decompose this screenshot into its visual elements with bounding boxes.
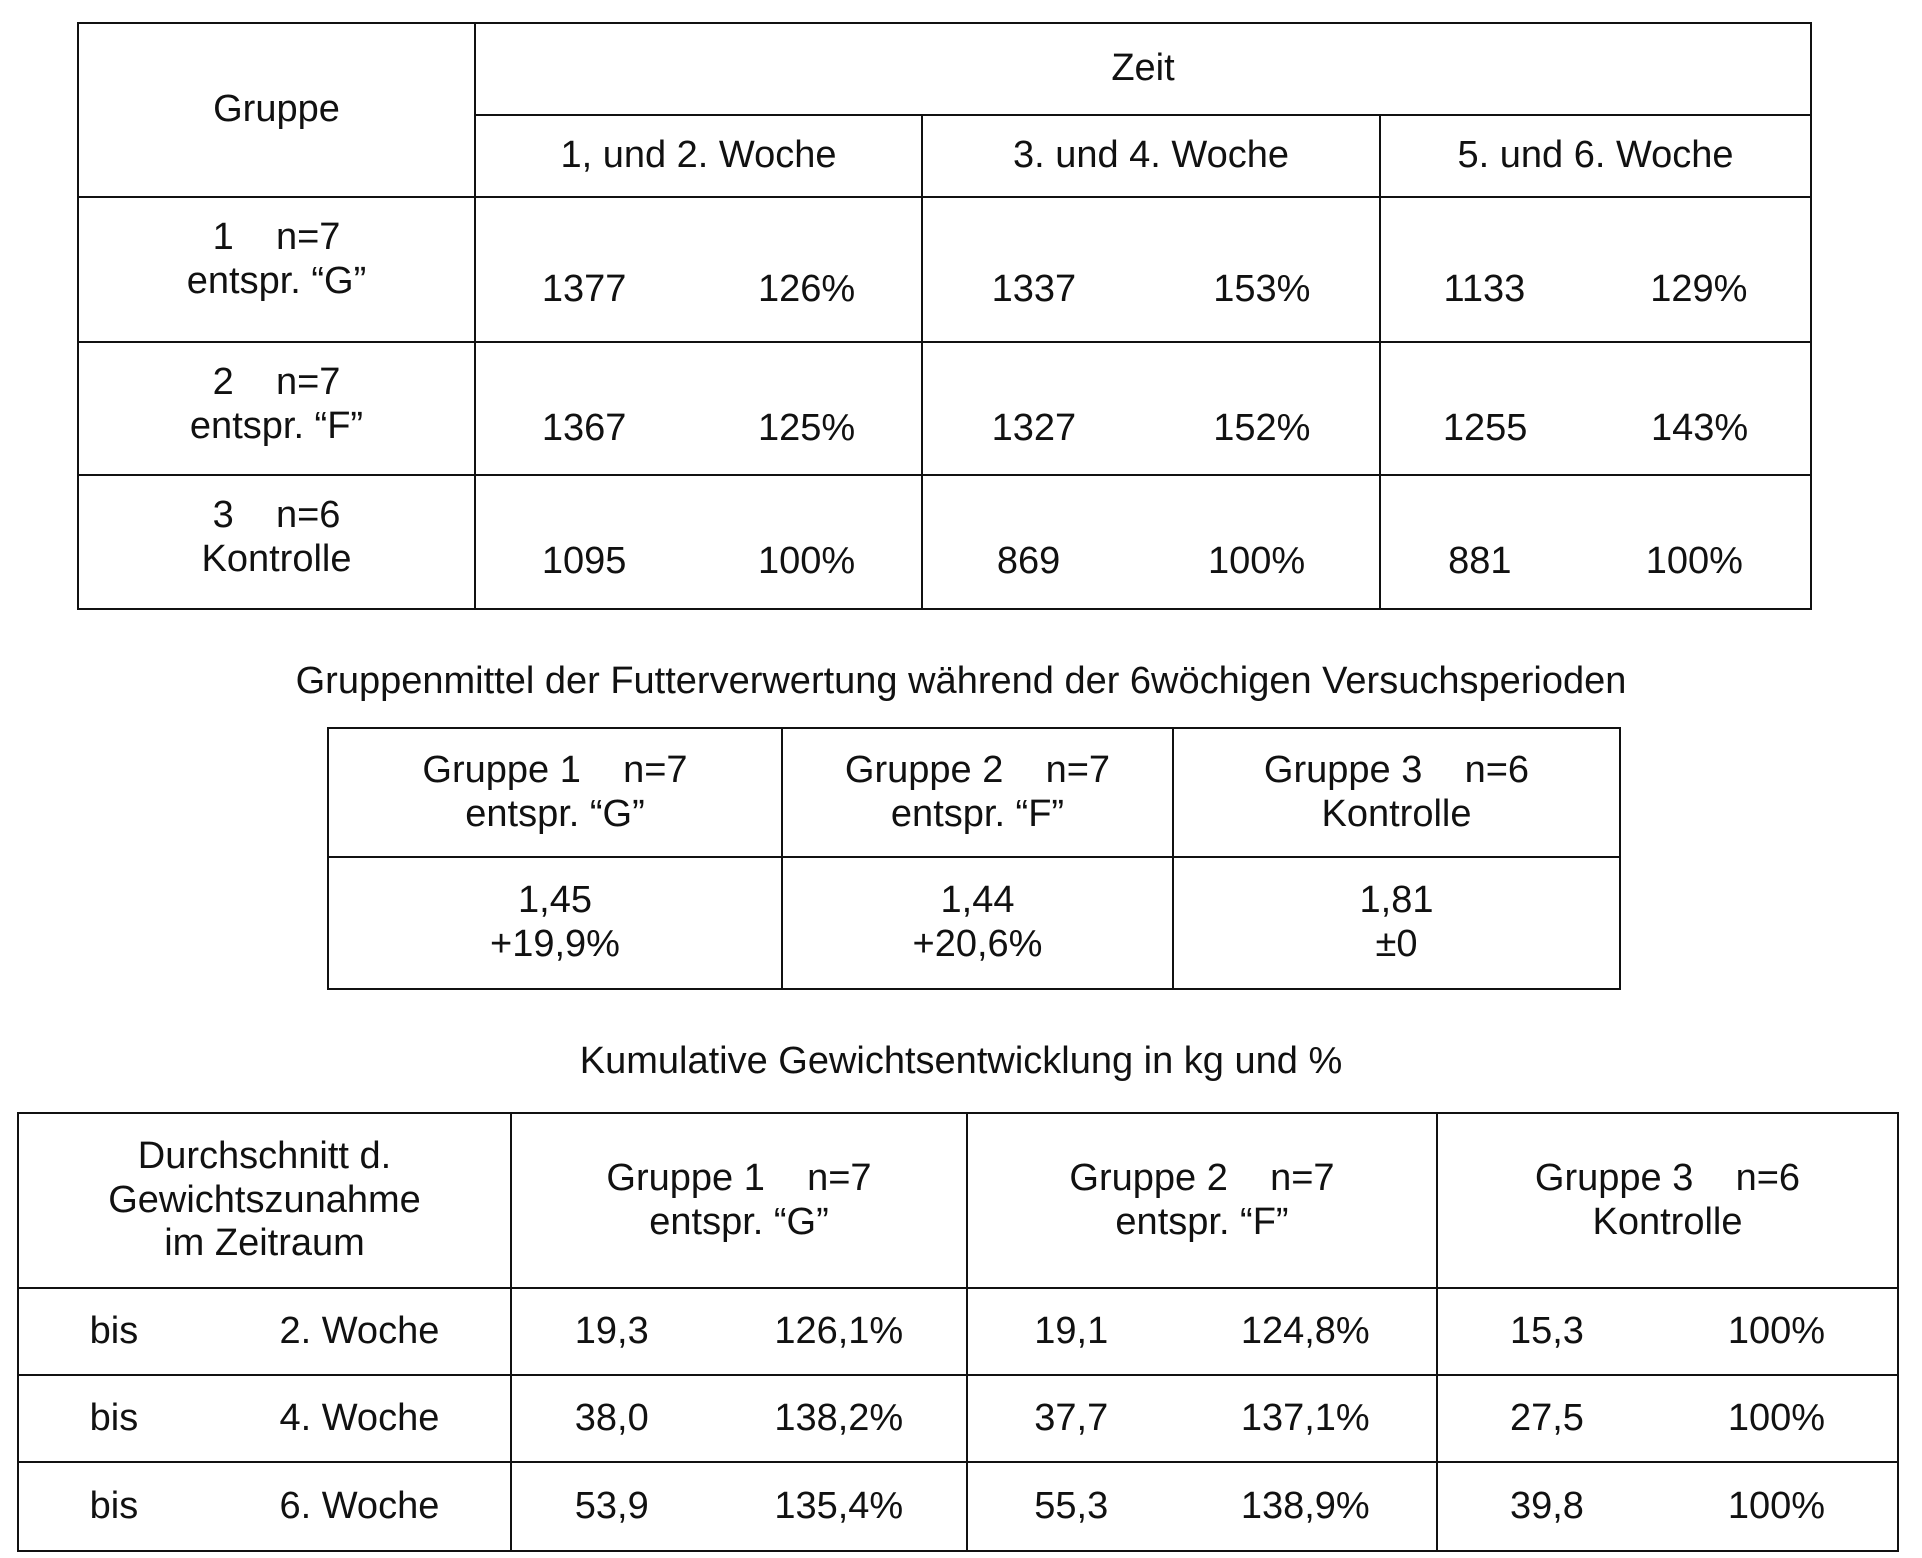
percent: 153% (1213, 268, 1310, 312)
value: 27,5 (1510, 1397, 1584, 1441)
group-header: Gruppe 1 n=7 entspr. “G” (328, 728, 782, 857)
value: 38,0 (575, 1397, 649, 1441)
value: 1377 (542, 268, 627, 312)
value: 1095 (542, 540, 627, 584)
group-header: Gruppe 2 n=7 entspr. “F” (967, 1113, 1437, 1288)
percent: 124,8% (1241, 1310, 1370, 1354)
percent: 100% (1728, 1485, 1825, 1529)
value: 1255 (1443, 407, 1528, 451)
percent: 152% (1213, 407, 1310, 451)
percent: 135,4% (774, 1485, 903, 1529)
bis-label: bis (90, 1485, 139, 1529)
value: 55,3 (1034, 1485, 1108, 1529)
group-desc: entspr. “F” (79, 405, 474, 449)
percent: 100% (1728, 1397, 1825, 1441)
group-header: Gruppe 3 n=6 Kontrolle (1173, 728, 1620, 857)
group-desc: Kontrolle (79, 538, 474, 582)
value: 53,9 (575, 1485, 649, 1529)
cumulative-weight-title: Kumulative Gewichtsentwicklung in kg und % (0, 1040, 1922, 1083)
percent: 100% (1646, 540, 1743, 584)
bis-label: bis (90, 1397, 139, 1441)
header-time-label: Zeit (1111, 47, 1174, 89)
percent: 138,9% (1241, 1485, 1370, 1529)
table-row (78, 342, 1811, 475)
value: 1327 (992, 407, 1077, 451)
table-row (78, 197, 1811, 342)
value: 15,3 (1510, 1310, 1584, 1354)
percent: 137,1% (1241, 1397, 1370, 1441)
header-period: 1, und 2. Woche (475, 115, 922, 197)
bis-label: bis (90, 1310, 139, 1354)
header-time (475, 23, 1811, 115)
percent: 129% (1650, 268, 1747, 312)
percent: 100% (1208, 540, 1305, 584)
value: 37,7 (1034, 1397, 1108, 1441)
feed-value: 1,81 ±0 (1173, 857, 1620, 989)
group-label: 2 n=7 (79, 361, 474, 405)
percent: 126% (758, 268, 855, 312)
table-row (18, 1288, 1898, 1375)
percent: 125% (758, 407, 855, 451)
value: 19,3 (575, 1310, 649, 1354)
value: 1337 (992, 268, 1077, 312)
value: 19,1 (1034, 1310, 1108, 1354)
feed-conversion-table (327, 727, 1621, 990)
cumulative-weight-table (17, 1112, 1899, 1552)
corner-header: Durchschnitt d. Gewichtszunahme im Zeitraum (18, 1113, 511, 1288)
group-cell (78, 342, 475, 475)
header-period: 3. und 4. Woche (922, 115, 1380, 197)
table-row (18, 1462, 1898, 1551)
percent: 138,2% (774, 1397, 903, 1441)
weekly-gain-table (77, 22, 1812, 610)
group-header: Gruppe 3 n=6 Kontrolle (1437, 1113, 1898, 1288)
group-cell (78, 197, 475, 342)
percent: 143% (1651, 407, 1748, 451)
group-label: 3 n=6 (79, 494, 474, 538)
header-group (78, 23, 475, 197)
header-period: 5. und 6. Woche (1380, 115, 1811, 197)
value: 1367 (542, 407, 627, 451)
week-label: 2. Woche (280, 1310, 440, 1354)
value: 39,8 (1510, 1485, 1584, 1529)
group-header: Gruppe 2 n=7 entspr. “F” (782, 728, 1173, 857)
feed-value: 1,45 +19,9% (328, 857, 782, 989)
group-label: 1 n=7 (79, 216, 474, 260)
table-row (78, 475, 1811, 609)
percent: 126,1% (774, 1310, 903, 1354)
feed-conversion-title: Gruppenmittel der Futterverwertung während der 6wöchigen Versuchsperioden (0, 660, 1922, 703)
value: 1133 (1444, 268, 1526, 312)
value: 869 (997, 540, 1060, 584)
header-group-label: Gruppe (213, 88, 340, 130)
percent: 100% (1728, 1310, 1825, 1354)
value: 881 (1448, 540, 1511, 584)
group-desc: entspr. “G” (79, 260, 474, 304)
feed-value: 1,44 +20,6% (782, 857, 1173, 989)
table-row (18, 1375, 1898, 1462)
group-header: Gruppe 1 n=7 entspr. “G” (511, 1113, 967, 1288)
week-label: 6. Woche (280, 1485, 440, 1529)
group-cell (78, 475, 475, 609)
percent: 100% (758, 540, 855, 584)
week-label: 4. Woche (280, 1397, 440, 1441)
